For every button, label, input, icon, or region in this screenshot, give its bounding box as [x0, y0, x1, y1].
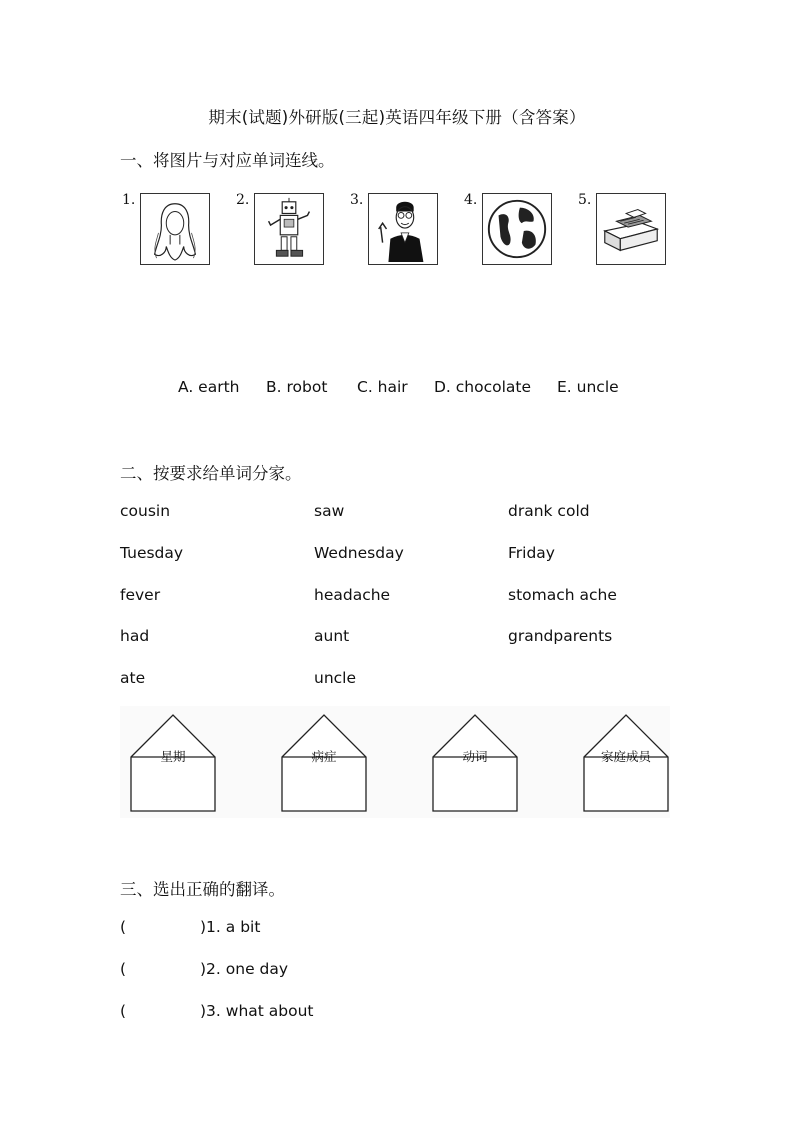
picture-5: [578, 190, 663, 272]
picture-number: 4.: [464, 192, 478, 208]
question-text: )2. one day: [200, 960, 289, 978]
word: headache: [314, 585, 391, 604]
word-row: [120, 669, 720, 711]
answer-options: [178, 378, 619, 396]
option-a: A. earth: [178, 378, 240, 396]
option-e: E. uncle: [557, 378, 619, 396]
section-1-heading: 一、将图片与对应单词连线。: [120, 151, 335, 170]
word: fever: [120, 585, 161, 604]
picture-number: 2.: [236, 192, 250, 208]
picture-row: [122, 190, 670, 272]
word-grid: [120, 502, 720, 711]
word: aunt: [314, 627, 350, 646]
question-text: )1. a bit: [200, 918, 261, 936]
word: Tuesday: [120, 543, 184, 562]
option-d: D. chocolate: [434, 378, 532, 396]
chocolate-box-icon: [596, 193, 666, 265]
word: Wednesday: [314, 543, 404, 562]
house-label: 家庭成员: [600, 749, 651, 764]
house-label: 病症: [311, 749, 337, 764]
man-waving-icon: [368, 193, 438, 265]
section-3-heading: 三、选出正确的翻译。: [120, 880, 285, 899]
question-text: )3. what about: [200, 1002, 314, 1020]
picture-4: [464, 190, 549, 272]
category-houses: [120, 706, 670, 818]
word: uncle: [314, 669, 357, 688]
picture-number: 1.: [122, 192, 136, 208]
section-2-heading: 二、按要求给单词分家。: [120, 464, 302, 483]
woman-long-hair-icon: [140, 193, 210, 265]
picture-1: [122, 190, 207, 272]
picture-2: [236, 190, 321, 272]
word-row: [120, 502, 720, 544]
house-verbs: [432, 714, 518, 814]
answer-blank[interactable]: (: [120, 1002, 127, 1020]
option-c: C. hair: [357, 378, 408, 396]
house-label: 动词: [462, 749, 488, 764]
word: saw: [314, 502, 345, 520]
house-weekdays: [130, 714, 216, 814]
option-b: B. robot: [266, 378, 328, 396]
picture-number: 3.: [350, 192, 364, 208]
house-label: 星期: [160, 749, 186, 764]
answer-blank[interactable]: (: [120, 960, 127, 978]
word: cousin: [120, 502, 171, 520]
word: had: [120, 627, 150, 646]
house-family: [583, 714, 669, 814]
word-row: [120, 544, 720, 586]
word: grandparents: [508, 627, 613, 646]
word-row: [120, 586, 720, 628]
page-title: 期末(试题)外研版(三起)英语四年级下册（含答案）: [208, 108, 586, 127]
answer-blank[interactable]: (: [120, 918, 127, 936]
word: stomach ache: [508, 585, 617, 604]
word: ate: [120, 669, 146, 688]
word: Friday: [508, 543, 555, 562]
house-illnesses: [281, 714, 367, 814]
word-row: [120, 627, 720, 669]
robot-icon: [254, 193, 324, 265]
earth-globe-icon: [482, 193, 552, 265]
picture-number: 5.: [578, 192, 592, 208]
word: drank cold: [508, 502, 590, 520]
picture-3: [350, 190, 435, 272]
